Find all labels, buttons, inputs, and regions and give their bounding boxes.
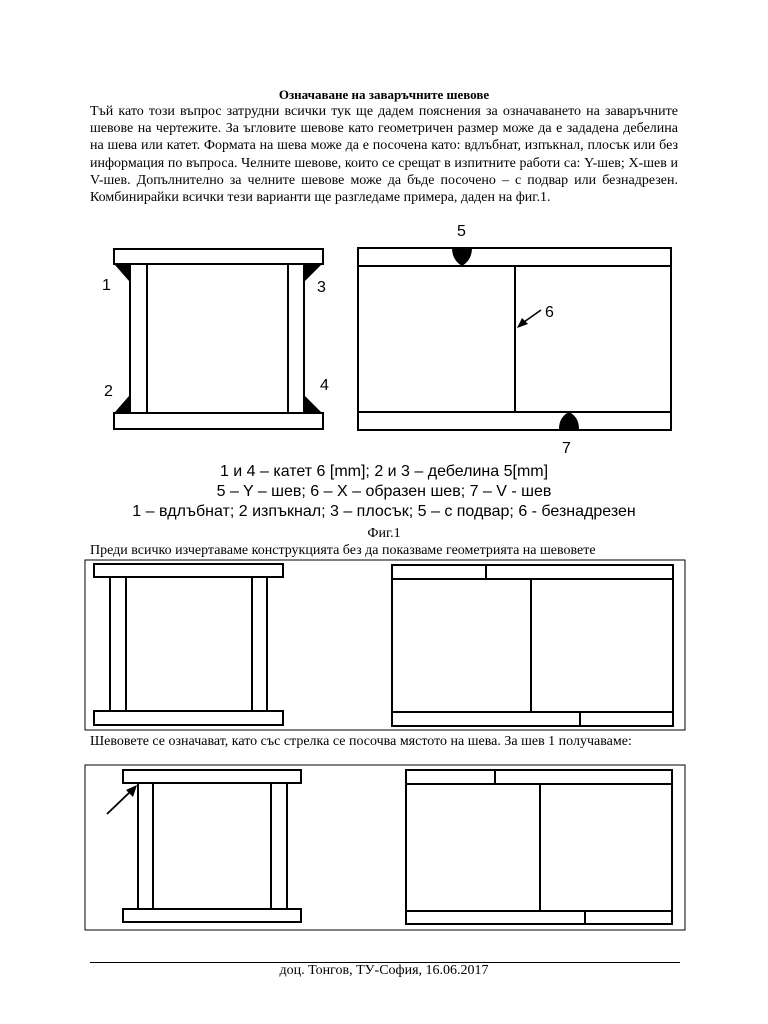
arrow-weld-1 (107, 791, 131, 814)
footer: доц. Тонгов, ТУ-София, 16.06.2017 (279, 963, 489, 978)
label-6: 6 (545, 304, 554, 321)
fig1-left-web-left (130, 264, 147, 413)
weld-2 (115, 396, 129, 412)
label-3: 3 (317, 279, 326, 296)
intro-paragraph: Тъй като този въпрос затрудни всички тук ще дадем пояснения за означаването на заваръчните шевове на чертежите. За ъгловите шевове като геометричен размер може да е зададена дебелина на шева или катет. Формата на шева може да е посочена като: вдлъбнат, изпъкнал, плосък или без информация по въпроса. Челните шевове, които се срещат в изпитните работи са: Y-шев; X-шев и V-шев. Допълнително за челните шевове може да бъде посочено – с подвар или безнадрезен. Комбинирайки всички тези варианти ще разгледаме примера, даден на фиг.1. (90, 104, 678, 206)
legend-line-3: 1 – вдлъбнат; 2 изпъкнал; 3 – плосък; 5 – с подвар; 6 - безнадрезен (132, 503, 636, 520)
figure-caption: Фиг.1 (367, 526, 401, 541)
label-5: 5 (457, 223, 466, 240)
label-1: 1 (102, 277, 111, 294)
fig1-left-bottom-flange (114, 413, 323, 429)
legend-line-1: 1 и 4 – катет 6 [mm]; 2 и 3 – дебелина 5[mm] (219, 463, 549, 480)
label-2: 2 (104, 383, 113, 400)
figure-1 (0, 215, 768, 460)
fig1-left-top-flange (114, 249, 323, 264)
label-4: 4 (320, 377, 329, 394)
page-title: Означаване на заваръчните шевове (278, 87, 490, 102)
weld-4 (305, 396, 321, 412)
weld-1 (115, 265, 129, 281)
fig1-left-web-right (288, 264, 304, 413)
label-7: 7 (562, 440, 571, 457)
legend-line-2: 5 – Y – шев; 6 – X – образен шев; 7 – V - шев (216, 483, 552, 500)
step2-text: Шевовете се означават, като със стрелка се посочва мястото на шева. За шев 1 получаваме: (90, 734, 632, 749)
figure-3 (0, 763, 768, 933)
step1-text: Преди всичко изчертаваме конструкцията без да показваме геометрията на шевовете (90, 543, 596, 558)
figure-2 (0, 558, 768, 733)
